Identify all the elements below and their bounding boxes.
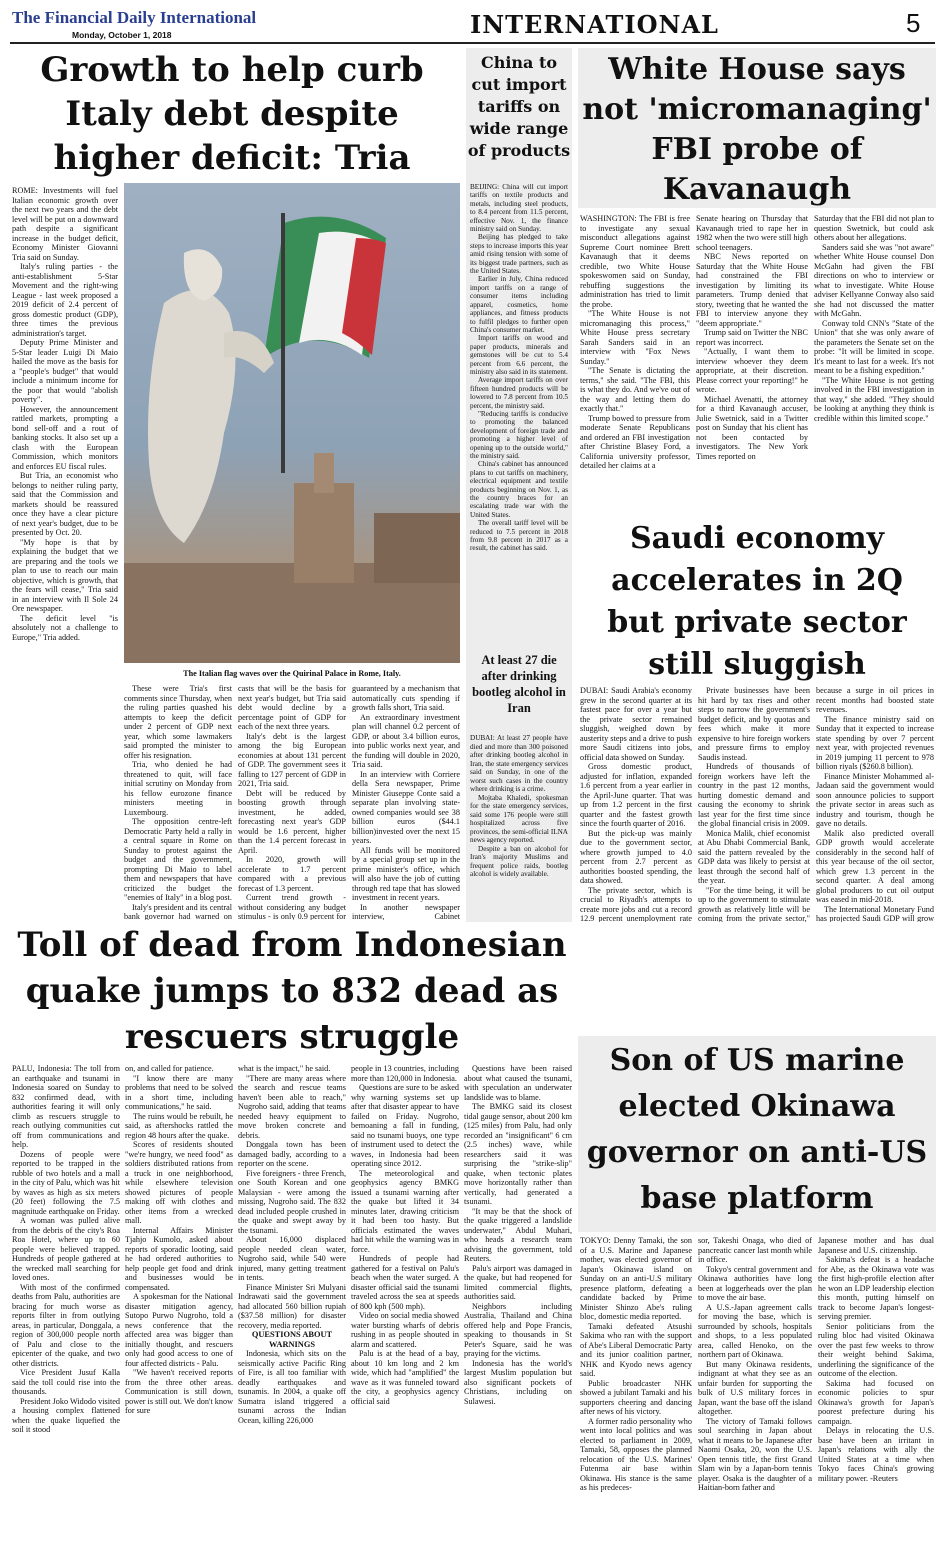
wh-c3-p2: Sanders said she was "not aware" whether White House counsel Don McGahn had given the FBI directions on who to interview or what to investigate. White House adviser Kellyanne Conway also said she had not discussed the matter with McGahn. [814,242,934,318]
quake-c1-p2: Dozens of people were reported to be trapped in the rubble of two hotels and a mall in the city of Palu, which was hit by waves as high as six meters (20 feet) following the 7.5 magnitude earthquake on Friday. [12,1149,120,1216]
saudi-c3-p3: Finance Minister Mohammed al-Jadaan said the government would soon announce policies to support the private sector in areas such as industry and tourism, though he gave no details. [816,771,934,828]
china-p1: BEIJING: China will cut import tariffs on textile products and metals, including steel products, to 8.4 percent from 11.5 percent, effective Nov. 1, the finance ministry said on Sunday. [470,183,568,234]
ok-c3-p1: Japanese mother and has dual Japanese and U.S. citizenship. [818,1236,934,1255]
quake-c3-p3: Donggala town has been damaged badly, according to a reporter on the scene. [238,1140,346,1168]
saudi-c3-p5: The International Monetary Fund has projected Saudi GDP will grow [816,904,934,922]
china-p8: The overall tariff level will be reduced to 7.5 percent in 2018 from 9.8 percent in 2017 as a result, the cabinet has said. [470,519,568,553]
quake-column-5 [464,1064,572,1542]
quake-c3-p2: "There are many areas where the search and rescue teams haven't been able to reach," Nugroho said, adding that teams needed heavy equipment to move broken concrete and debris. [238,1073,346,1140]
page-number: 5 [906,8,921,38]
saudi-column-1 [580,686,692,922]
quake-c3-p6: Finance Minister Sri Mulyani Indrawati said the government had allocated 560 billion rupiah ($37.58 million) for disaster recovery, media reported. [238,1282,346,1330]
italy-c1-p6: "My hope is that by explaining the budget that we are preparing and the tools we plan to use to reach our main objective, which is growth, that the fears will cease," Tria said in an interview with Il Sole 24 Ore newspaper. [12,537,118,613]
saudi-c2-p2: Hundreds of thousands of foreign workers have left the country in the past 12 months, hurting domestic demand and causing the economy to shrink last year for the first time since the global financial crisis in 2009. [698,762,810,828]
italy-column-4 [352,684,460,920]
italy-c1-p1: ROME: Investments will fuel Italian economic growth over the next two years and the debt level will be put on a downward path despite a significant increase in the budget deficit, Economy Minister Giovanni Tria said on Sunday. [12,186,118,262]
wh-c2-p3: Trump said on Twitter the NBC report was incorrect. [696,328,808,347]
china-headline: China to cut import tariffs on wide range of products [467,53,571,160]
ok-c3-p4: Sakima had focused on economic policies to spur Okinawa's growth for Japan's poorest prefecture during his campaign. [818,1378,934,1426]
quake-c5-p3: "It may be that the shock of the quake triggered a landslide underwater," Abdul Muhari, who heads a research team advising the government, told Reuters. [464,1206,572,1263]
saudi-c3-p2: The finance ministry said on Sunday that it expected to increase state spending by over 7 percent next year, with projected revenues in 2019 jumping 11 percent to 978 billion riyals ($260.8 billion). [816,714,934,771]
italy-c2-p4: Italy's president and its central bank governor had warned on [124,902,232,920]
italy-c4-p3: In an interview with Corriere della Sera newspaper, Prime Minister Giuseppe Conte said a separate plan involving state-owned companies would see 38 billion euros ($44.1 billion)invested over the next 15 years. [352,769,460,845]
quake-c1-p3: A woman was pulled alive from the debris of the city's Roa Roa Hotel, where up to 60 people were believed trapped. Hundreds of people gathered at the wrecked mall searching for loved ones. [12,1216,120,1282]
wh-c2-p5: Michael Avenatti, the attorney for a third Kavanaugh accuser, Julie Swetnick, said in a Twitter post on Sunday that his client has not been contacted by investigators. The New York Times reported on [696,394,808,461]
whitehouse-column-1 [580,214,690,514]
italy-c2-p1: These were Tria's first comments since Thursday, when the ruling parties quashed his attempts to keep the deficit under 2 percent of GDP next year, which some lawmakers said prompted the minister to offer his resignation. [124,684,232,760]
quake-c2-p7: "We haven't received reports from the three other areas. Communication is still down, power is still out. We don't know for sure [125,1368,233,1415]
okinawa-column-1 [580,1236,692,1542]
quake-c3-p1: what is the impact," he said. [238,1064,331,1073]
saudi-c1-p4: The private sector, which is crucial to Riyadh's attempts to create more jobs and cut a record 12.9 percent unemployment rate [580,885,692,922]
italy-c1-p2: Italy's ruling parties - the anti-establishment 5-Star Movement and the right-wing League - last week proposed a 2019 deficit of 2.4 percent of gross domestic product (GDP), three times the previous administration's target. [12,262,118,338]
saudi-column-2 [698,686,810,922]
ok-c1-p4: A former radio personality who went into local politics and was elected to parliament in 2009, Tamaki, 58, opposes the planned relocation of the U.S. Marines' Futenma air base within Okinawa. His stance is the same as his predeces- [580,1416,692,1492]
iran-headline: At least 27 die after drinking bootleg alcohol in Iran [472,653,566,715]
flag-statue-illustration [124,183,460,663]
whitehouse-column-3 [814,214,934,514]
china-p5: Average import tariffs on over fifteen hundred products will be lowered to 7.8 percent from 10.5 percent, the ministry said. [470,376,568,410]
quake-c3-p4: Five foreigners - three French, one South Korean and one Malaysian - were among the missing, Nugroho said. The 832 dead included people crushed in the quake and swept away by the tsunami. [238,1168,346,1235]
ok-c1-p1: TOKYO: Denny Tamaki, the son of a U.S. Marine and Japanese mother, was elected governor of Japan's Okinawa island on Sunday on an anti-U.S military presence platform, defeating a candidate backed by Prime Minister Shinzo Abe's ruling bloc, domestic media reported. [580,1236,692,1321]
italy-c3-p5: Current trend growth - without considering any budget stimulus - is only 0.9 percent for [238,893,346,920]
quake-column-3 [238,1064,346,1542]
ok-c2-p1: sor, Takeshi Onaga, who died of pancreatic cancer last month while in office. [698,1236,812,1264]
masthead-rule [10,42,935,44]
wh-c3-p4: "The White House is not getting involved in the FBI investigation in that way," she added. "They should be looking at anything they think is credible within this limited scope." [814,375,934,423]
italy-c1-p3: Deputy Prime Minister and 5-Star leader Luigi Di Maio hailed the move as the basis for a "people's budget" that would include a minimum income for the poor that would "abolish poverty". [12,338,118,404]
china-body [470,183,568,645]
quake-c3-p7: Indonesia, which sits on the seismically active Pacific Ring of Fire, is all too familiar with deadly earthquakes and tsunamis. In 2004, a quake off Sumatra island triggered a tsunami across the Indian Ocean, killing 226,000 [238,1349,346,1425]
italy-c3-p2: Italy's debt is the largest among the big European economies at about 131 percent of GDP. The government sees it falling to 127 percent of GDP in 2021, Tria said. [238,731,346,788]
wh-c2-p1: Senate hearing on Thursday that Kavanaugh tried to rape her in 1982 when the two were still high school teenagers. [696,214,808,252]
quake-c4-p2: Questions are sure to be asked why warning systems set up after that disaster appear to have failed on Friday. Nugroho, bemoaning a fall in funding, said no tsunami buoys, one type of instrument used to detect the waves, in Indonesia had been operating since 2012. [351,1083,459,1168]
saudi-c2-p4: "For the time being, it will be up to the government to stimulate growth as relatively little will be coming from the private sector," [698,885,810,922]
wh-c1-p4: Trump bowed to pressure from moderate Senate Republicans and ordered an FBI investigation after Christine Blasey Ford, a California university professor, detailed her claims at a [580,413,690,470]
china-p6: "Reducing tariffs is conducive to promoting the balanced development of foreign trade and promoting a higher level of opening up to the outside world," the ministry said. [470,409,568,460]
italy-c4-p1: guaranteed by a mechanism that automatically cuts spending if growth falls short, Tria said. [352,684,460,712]
saudi-c3-p1: because a surge in oil prices in recent months had boosted state revenues. [816,686,934,714]
china-p7: China's cabinet has announced plans to cut tariffs on machinery, electrical equipment and textile products beginning on Nov. 1, as the country braces for an escalating trade war with the United States. [470,460,568,519]
quake-subhead: QUESTIONS ABOUT WARNINGS [251,1330,333,1349]
italy-c1-p5: But Tria, an economist who belongs to neither ruling party, said that the Commission and markets should be reassured once they have a clear picture of next year's budget, due to be presented by Oct. 20. [12,471,118,537]
ok-c1-p2: Tamaki defeated Atsushi Sakima who ran with the support of Abe's Liberal Democratic Party and its junior coalition partner, NHK and Kyodo news agency said. [580,1321,692,1378]
okinawa-headline: Son of US marine elected Okinawa governor on anti-US base platform [586,1043,928,1216]
quake-c4-p6: Palu is at the head of a bay, about 10 km long and 2 km wide, which had "amplified" the wave as it was funneled toward the city, a geophysics agency official said [351,1349,459,1406]
quake-c5-p4: Palu's airport was damaged in the quake, but had reopened for limited commercial flights, authorities said. [464,1263,572,1301]
quake-c1-p1: PALU, Indonesia: The toll from an earthquake and tsunami in Indonesia soared on Sunday to 832 confirmed dead, with authorities fearing it will only climb as rescuers struggle to reach outlying communities cut off from communications and help. [12,1064,120,1149]
italy-c1-p7: The deficit level "is absolutely not a challenge to Europe," Tria added. [12,613,118,642]
iran-body [470,734,568,918]
italy-c4-p4: All funds will be monitored by a special group set up in the prime minister's office, which will also have the job of cutting through red tape that has slowed investment in recent years. [352,845,460,902]
quake-c1-p6: President Joko Widodo visited a housing complex flattened when the quake liquefied the soil it stood [12,1396,120,1434]
quake-c5-p1: Questions have been raised about what caused the tsunami, with speculation an underwater landslide was to blame. [464,1064,572,1102]
whitehouse-headline: White House says not 'micromanaging' FBI probe of Kavanaugh [582,52,932,207]
italy-c3-p4: In 2020, growth will accelerate to 1.7 percent compared with a previous forecast of 1.3 percent. [238,855,346,893]
saudi-headline: Saudi economy accelerates in 2Q but private sector still sluggish [607,521,907,682]
saudi-c1-p3: But the pick-up was mainly due to the government sector, where growth jumped to 4.0 percent from 2.7 percent as authorities boosted spending, the data showed. [580,828,692,885]
china-p2: Beijing has pledged to take steps to increase imports this year amid rising tension with some of its biggest trade partners, such as the United States. [470,233,568,276]
italy-c4-p2: An extraordinary investment plan will channel 0.2 percent of GDP, or about 3.4 billion euros, into public works next year, and the funding will double in 2020, Tria said. [352,712,460,769]
saudi-c1-p2: Gross domestic product, adjusted for inflation, expanded 1.6 percent from a year earlier in the April-June quarter. That was up from 1.2 percent in the first quarter and the fastest growth since the fourth quarter of 2016. [580,762,692,828]
china-p3: Earlier in July, China reduced import tariffs on a range of consumer items including apparel, cosmetics, home appliances, and fitness products to fulfil pledges to further open China's consumer market. [470,275,568,334]
quake-c5-p6: Indonesia has the world's largest Muslim population but also significant pockets of Christians, including on Sulawesi. [464,1358,572,1406]
ok-c3-p2: Sakima's defeat is a headache for Abe, as the Okinawa vote was the first high-profile election after he won an LDP leadership election this month, putting himself on track to become Japan's longest-serving premier. [818,1255,934,1321]
saudi-c3-p4: Malik also predicted overall GDP growth would accelerate considerably in the second half of this year because of the oil sector, which grew 1.3 percent in the second quarter. A deal among global producers to cut oil output was eased in mid-2018. [816,828,934,904]
saudi-column-3 [816,686,934,922]
wh-c1-p3: "The Senate is dictating the terms," she said. "The FBI, this is what they do. And we've out of the way and letting them do exactly that." [580,366,690,413]
quake-headline: Toll of dead from Indonesian quake jumps to 832 dead as rescuers struggle [17,925,567,1057]
italy-c3-p1: casts that will be the basis for next year's budget, but Tria said debt would decline by a percentage point of GDP for each of the next three years. [238,684,346,731]
saudi-c2-p1: Private businesses have been hit hard by tax rises and other steps to narrow the government's budget deficit, and by quotas and fees which make it more expensive to hire foreign workers and pressure firms to employ Saudis instead. [698,686,810,762]
quake-c4-p5: Video on social media showed water bursting wharfs of debris rushing in as people shouted in alarm and scattered. [351,1311,459,1349]
quake-c2-p5: Internal Affairs Minister Tjahjo Kumolo, asked about reports of sporadic looting, said he had ordered authorities to help people get food and drink and businesses would be compensated. [125,1225,233,1292]
ok-c2-p2: Tokyo's central government and Okinawa authorities have long been at loggerheads over the plan to move the air base. [698,1264,812,1302]
ok-c3-p5: Delays in relocating the U.S. base have been an irritant in Japan's relations with ally the United States at a time when Tokyo faces China's growing military power. -Reuters [818,1426,934,1483]
quake-c2-p3: The ruins would be rebuilt, he said, as aftershocks rattled the region 48 hours after the quake. [125,1111,233,1140]
okinawa-column-3 [818,1236,934,1542]
wh-c1-p1: WASHINGTON: The FBI is free to investigate any sexual misconduct allegations against Supreme Court nominee Brett Kavanaugh that it deems credible, two White House spokeswomen said on Sunday, rebuffing suggestions the administration has tried to limit the probe. [580,214,690,309]
italy-c2-p3: The opposition centre-left Democratic Party held a rally in a central square in Rome on Sunday to protest against the budget and the government, prompting Di Maio to label them and newspapers that have criticized the budget the "enemies of Italy" in a blog post. [124,817,232,902]
iran-p3: Despite a ban on alcohol for Iran's majority Muslims and frequent police raids, bootleg alcohol is widely available. [470,844,568,878]
quake-c2-p4: Scores of residents shouted "we're hungry, we need food" as soldiers distributed rations from a truck in one neighborhood, while elsewhere television showed pictures of people making off with clothes and other items from a wrecked mall. [125,1140,233,1225]
italy-column-3 [238,684,346,920]
italy-c2-p2: Tria, who denied he had threatened to quit, will face initial scrutiny on Monday from his fellow eurozone finance ministers meeting in Luxembourg. [124,760,232,817]
saudi-c1-p1: DUBAI: Saudi Arabia's economy grew in the second quarter at its fastest pace for over a year but the private sector remained sluggish, weighed down by austerity steps and a drive to push more Saudi citizens into jobs, official data showed on Sunday. [580,686,692,762]
quake-c1-p4: With most of the confirmed deaths from Palu, authorities are bracing for much worse as reports filter in from outlying areas, in particular, Donggala, a region of 300,000 people north of Palu and close to the epicenter of the quake, and two other districts. [12,1282,120,1368]
china-p4: Import tariffs on wood and paper products, minerals and gemstones will be cut to 5.4 percent from 6.6 percent, the ministry also said in its statement. [470,334,568,376]
paper-name: The Financial Daily International [12,8,257,27]
quake-c4-p3: The meteorological and geophysics agency BMKG issued a tsunami warning after the quake but lifted it 34 minutes later, drawing criticism it had been too hasty. But officials estimated the waves had hit while the warning was in force. [351,1168,459,1254]
whitehouse-column-2 [696,214,808,514]
quake-column-2 [125,1064,233,1542]
okinawa-column-2 [698,1236,812,1542]
wh-c2-p4: "Actually, I want them to interview whoever they deem appropriate, at their discretion. Please correct your reporting!" he wrote. [696,347,808,394]
quake-column-4 [351,1064,459,1542]
quake-c1-p5: Vice President Jusuf Kalla said the toll could rise into the thousands. [12,1368,120,1396]
saudi-c2-p3: Monica Malik, chief economist at Abu Dhabi Commercial Bank, said the pattern revealed by the GDP data was likely to persist at least through the second half of the year. [698,828,810,885]
ok-c1-p3: Public broadcaster NHK showed a jubilant Tamaki and his supporters cheering and dancing after news of his victory. [580,1378,692,1416]
ok-c2-p3: A U.S.-Japan agreement calls for moving the base, which is surrounded by schools, hospitals and shops, to a less populated area, called Henoko, on the northern part of Okinawa. [698,1302,812,1359]
quake-column-1 [12,1064,120,1542]
italy-c1-p4: However, the announcement rattled markets, prompting a bond sell-off and a rout of banking stocks. It also set up a clash with the European Commission, which monitors and enforces EU fiscal rules. [12,404,118,471]
quake-c2-p6: A spokesman for the National disaster mitigation agency, Sutopo Purwo Nugroho, told a news conference that the affected area was bigger than initially thought, and rescuers only had good access to one of four affected districts - Palu. [125,1292,233,1368]
iran-p1: DUBAI: At least 27 people have died and more than 300 poisoned after drinking bootleg alcohol in Iran, the state emergency services said on Sunday, in one of the worst such cases in the country where drinking is a crime. [470,734,568,793]
italy-column-1 [12,186,118,920]
italy-photo [124,183,460,663]
issue-date: Monday, October 1, 2018 [72,30,172,40]
quake-c5-p2: The BMKG said its closest tidal gauge sensor, about 200 km (125 miles) from Palu, had only recorded an "insignificant" 6 cm (2.5 inches) wave, while researchers said it was surprising the "strike-slip" quake, when tectonic plates move horizontally rather than vertically, had generated a tsunami. [464,1102,572,1206]
section-title: INTERNATIONAL [470,10,719,39]
quake-c2-p1: on, and called for patience. [125,1064,214,1073]
italy-headline: Growth to help curb Italy debt despite higher deficit: Tria [40,50,424,178]
wh-c3-p1: Saturday that the FBI did not plan to question Swetnick, but could ask others about her allegations. [814,214,934,242]
ok-c3-p3: Senior politicians from the ruling bloc had visited Okinawa over the past few weeks to throw their weight behind Sakima, underlining the significance of the outcome of the election. [818,1321,934,1378]
wh-c2-p2: NBC News reported on Saturday that the White House had constrained the FBI investigation by limiting its parameters. Trump denied that story, tweeting that he wanted the FBI to interview anyone they "deem appropriate." [696,252,808,328]
italy-column-2 [124,684,232,920]
quake-c4-p1: people in 13 countries, including more than 120,000 in Indonesia. [351,1064,459,1083]
italy-photo-caption: The Italian flag waves over the Quirinal Palace in Rome, Italy. [183,669,401,678]
quake-c2-p2: "I know there are many problems that need to be solved in a short time, including communications," he said. [125,1073,233,1111]
italy-c3-p3: Debt will be reduced by boosting growth through investment, he added, forecasting next year's GDP would be 1.6 percent, higher than the 1.4 percent forecast in April. [238,788,346,855]
wh-c3-p3: Conway told CNN's "State of the Union" that she was only aware of the parameters the Senate set on the probe: "It will be limited in scope. It's meant to last for a week. It's not meant to be a fishing expedition." [814,318,934,375]
quake-c3-p5: About 16,000 displaced people needed clean water, Nugroho said, while 540 were injured, many getting treatment in tents. [238,1235,346,1282]
italy-c4-p5: In another newspaper interview, Cabinet [352,902,460,920]
iran-p2: Mojtaba Khaledi, spokesman for the state emergency services, said some 176 people were still hospitalized across five provinces, the semi-official ILNA news agency reported. [470,793,568,844]
ok-c2-p5: The victory of Tamaki follows soul searching in Japan about what it means to be Japanese after Naomi Osaka, 20, won the U.S. Open tennis title, the first Grand Slam win by a Japan-born tennis player. Osaka is the daughter of a Haitian-born father and [698,1416,812,1492]
quake-c5-p5: Neighbors including Australia, Thailand and China offered help and Pope Francis, speaking to thousands in St Peter's Square, said he was praying for the victims. [464,1301,572,1358]
quake-c4-p4: Hundreds of people had gathered for a festival on Palu's beach when the water surged. A disaster official said the tsunami traveled across the sea at speeds of 800 kph (500 mph). [351,1254,459,1311]
wh-c1-p2: "The White House is not micromanaging this process," White House press secretary Sarah Sanders said in an interview with "Fox News Sunday." [580,309,690,366]
ok-c2-p4: But many Okinawa residents, indignant at what they see as an unfair burden for supporting the bulk of U.S military forces in Japan, want the base off the island altogether. [698,1359,812,1416]
